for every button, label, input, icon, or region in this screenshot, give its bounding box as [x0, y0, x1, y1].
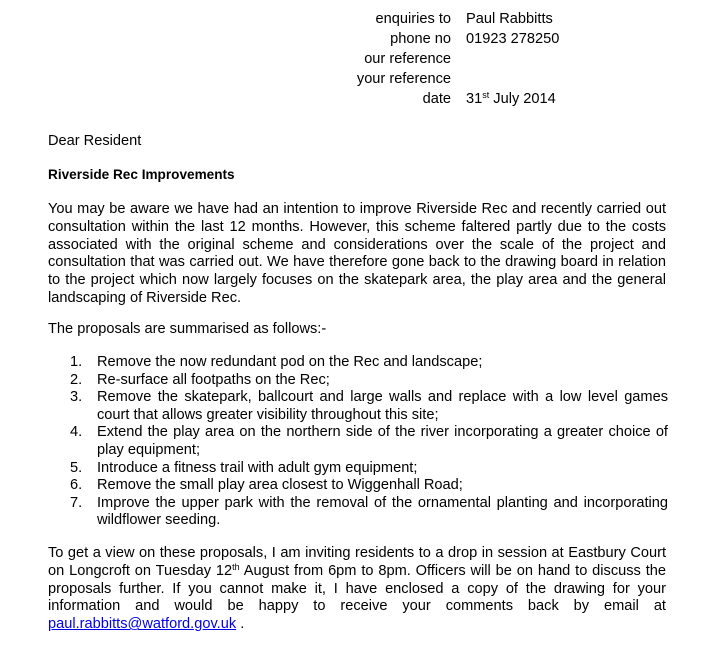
email-link[interactable]: paul.rabbitts@watford.gov.uk — [48, 616, 237, 633]
list-number: 4. — [70, 424, 83, 441]
list-number: 3. — [70, 389, 83, 406]
list-number: 7. — [70, 494, 83, 511]
date-value — [466, 89, 556, 109]
drop-in-paragraph — [48, 545, 666, 634]
intro-paragraph: You may be aware we have had an intention to improve Riverside Rec and recently carried out consultation within the last 12 months. However, this scheme faltered partly due to the costs associated with the original scheme and considerations over the scale of the project and consultation that was carried out. We have therefore gone back to the drawing board in relation to the project which now largely focuses on the skatepark area, the play area and the general landscaping of Riverside Rec. — [48, 201, 666, 306]
enquiries-row — [0, 9, 721, 29]
our-reference-row — [0, 49, 721, 69]
phone-value: 01923 278250 — [466, 31, 560, 47]
list-item — [48, 477, 668, 495]
list-item — [48, 495, 668, 530]
list-number: 5. — [70, 459, 83, 476]
your-reference-row — [0, 69, 721, 89]
phone-row — [0, 29, 721, 49]
list-number: 2. — [70, 371, 83, 388]
proposals-list — [48, 354, 668, 530]
date-rest: July 2014 — [489, 91, 556, 107]
drop-in-end: . — [236, 616, 245, 633]
drop-in-text-1: To get a view on these proposals, I am inviting residents to a drop in session at Eastbury Court on Longcroft on Tuesday 12 — [48, 545, 666, 579]
date-day: 31 — [466, 91, 483, 107]
enquiries-value: Paul Rabbitts — [466, 11, 553, 27]
list-text: Remove the small play area closest to Wiggenhall Road; — [97, 477, 463, 494]
list-item — [48, 424, 668, 459]
phone-label: phone no — [390, 31, 451, 47]
our-reference-label: our reference — [364, 51, 451, 67]
date-row — [0, 89, 721, 109]
list-item — [48, 372, 668, 390]
date-label: date — [422, 91, 451, 107]
list-item — [48, 460, 668, 478]
enquiries-label: enquiries to — [375, 11, 451, 27]
list-number: 6. — [70, 477, 83, 494]
salutation: Dear Resident — [48, 133, 142, 149]
list-item — [48, 389, 668, 424]
letter-header — [0, 9, 721, 109]
drop-in-text-2: August from 6pm to 8pm. Officers will be on hand to discuss the proposals further. If you cannot make it, I have enclosed a copy of the drawing for your information and would be happy to receive your comments back by email at — [48, 562, 666, 615]
your-reference-label: your reference — [356, 71, 451, 87]
list-text: Remove the skatepark, ballcourt and large walls and replace with a low level games court that allows greater visibility throughout this site; — [97, 389, 668, 423]
date-suffix: st — [482, 90, 490, 100]
proposals-intro: The proposals are summarised as follows:- — [48, 321, 327, 337]
list-text: Extend the play area on the northern side of the river incorporating a greater choice of play equipment; — [97, 424, 668, 458]
list-number: 1. — [70, 354, 83, 370]
subject-heading: Riverside Rec Improvements — [48, 167, 235, 182]
list-text: Remove the now redundant pod on the Rec and landscape; — [97, 354, 483, 370]
list-text: Improve the upper park with the removal of the ornamental planting and incorporating wildflower seeding. — [97, 494, 668, 529]
date-ordinal-suffix: th — [232, 561, 240, 572]
list-text: Introduce a fitness trail with adult gym equipment; — [97, 459, 418, 476]
list-item — [48, 354, 668, 372]
list-text: Re-surface all footpaths on the Rec; — [97, 371, 330, 388]
